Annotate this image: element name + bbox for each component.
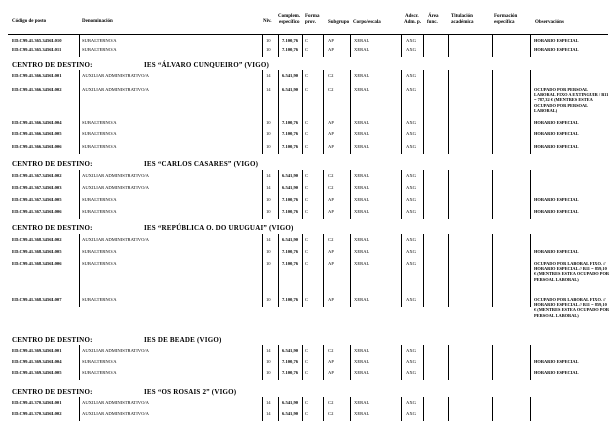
column-divider: [492, 170, 493, 219]
cell-provision-form: C: [305, 120, 309, 125]
column-divider: [530, 170, 531, 219]
column-divider: [278, 170, 279, 219]
cell-subgroup: C2: [328, 87, 334, 92]
cell-observations: HORARIO ESPECIAL: [534, 209, 579, 214]
cell-denomination: SUBALTERNO/A: [82, 120, 117, 125]
cell-post-code: ED.C99.41.365.3456L011: [12, 47, 62, 52]
cell-observations: HORARIO ESPECIAL: [534, 197, 579, 202]
column-divider: [492, 234, 493, 307]
column-divider: [423, 234, 424, 307]
column-divider: [302, 35, 303, 57]
cell-corps-scale: XERAL: [354, 359, 370, 364]
cell-post-code: ED.C99.41.367.3456L002: [12, 173, 62, 178]
cell-complement: 7.100,76: [282, 131, 299, 136]
header-area-2: func.: [427, 20, 438, 25]
column-divider: [492, 70, 493, 154]
cell-complement: 7.100,76: [282, 209, 299, 214]
cell-observations: OCUPADO POR PERSOAL LABORAL FIXO A EXTINGUIR / B11 = 787,32 € (MENTRES ESTEA OCUPADO POR PERSOAL LABORAL): [534, 87, 609, 113]
cell-denomination: AUXILIAR ADMINISTRATIVO/A: [82, 87, 149, 92]
cell-adscription: AXG: [406, 370, 416, 375]
cell-complement: 6.541,90: [282, 173, 299, 178]
column-divider: [278, 345, 279, 380]
cell-post-code: ED.C99.41.367.3456L006: [12, 209, 62, 214]
cell-adscription: AXG: [406, 47, 416, 52]
header-formacion-2: específica: [494, 20, 515, 25]
column-divider: [302, 170, 303, 219]
cell-complement: 7.100,76: [282, 144, 299, 149]
cell-corps-scale: XERAL: [354, 370, 370, 375]
cell-corps-scale: XERAL: [354, 87, 370, 92]
cell-post-code: ED.C99.41.368.3456L002: [12, 237, 62, 242]
section-label: CENTRO DE DESTINO:: [12, 61, 93, 69]
cell-provision-form: C: [305, 197, 309, 202]
cell-complement: 7.100,76: [282, 297, 299, 302]
cell-provision-form: C: [305, 370, 309, 375]
cell-level: 10: [266, 47, 271, 52]
cell-level: 14: [266, 73, 271, 78]
cell-denomination: SUBALTERNO/A: [82, 38, 117, 43]
cell-adscription: AXG: [406, 297, 416, 302]
cell-adscription: AXG: [406, 144, 416, 149]
cell-subgroup: C2: [328, 348, 334, 353]
cell-corps-scale: XERAL: [354, 197, 370, 202]
cell-post-code: ED.C99.41.367.3456L003: [12, 185, 62, 190]
cell-adscription: AXG: [406, 87, 416, 92]
column-divider: [350, 234, 351, 307]
cell-level: 10: [266, 370, 271, 375]
column-divider: [262, 234, 263, 307]
column-divider: [401, 345, 402, 380]
cell-denomination: SUBALTERNO/A: [82, 249, 117, 254]
header-adscr: Adscr.: [405, 14, 419, 19]
cell-denomination: AUXILIAR ADMINISTRATIVO/A: [82, 237, 149, 242]
cell-observations: HORARIO ESPECIAL: [534, 38, 579, 43]
cell-complement: 7.100,76: [282, 370, 299, 375]
cell-complement: 7.100,76: [282, 38, 299, 43]
cell-denomination: SUBALTERNO/A: [82, 297, 117, 302]
cell-corps-scale: XERAL: [354, 261, 370, 266]
cell-denomination: SUBALTERNO/A: [82, 370, 117, 375]
cell-post-code: ED.C99.41.366.3456L005: [12, 131, 62, 136]
column-divider: [323, 170, 324, 219]
cell-adscription: AXG: [406, 359, 416, 364]
cell-subgroup: C2: [328, 173, 334, 178]
cell-subgroup: AP: [328, 144, 334, 149]
cell-observations: HORARIO ESPECIAL: [534, 249, 579, 254]
cell-post-code: ED.C99.41.369.3456L004: [12, 359, 62, 364]
cell-complement: 6.541,90: [282, 73, 299, 78]
cell-complement: 7.100,76: [282, 261, 299, 266]
cell-subgroup: AP: [328, 131, 334, 136]
cell-denomination: AUXILIAR ADMINISTRATIVO/A: [82, 73, 149, 78]
column-divider: [401, 70, 402, 154]
cell-adscription: AXG: [406, 197, 416, 202]
cell-post-code: ED.C99.41.370.3456L002: [12, 411, 62, 416]
cell-denomination: AUXILIAR ADMINISTRATIVO/A: [82, 400, 149, 405]
cell-corps-scale: XERAL: [354, 411, 370, 416]
header-subgrupo: Subgrupo: [328, 20, 350, 25]
cell-adscription: AXG: [406, 73, 416, 78]
column-divider: [423, 170, 424, 219]
column-divider: [401, 234, 402, 307]
cell-level: 14: [266, 400, 271, 405]
column-divider: [423, 35, 424, 57]
column-divider: [302, 397, 303, 421]
column-divider: [302, 70, 303, 154]
header-rule: [8, 34, 608, 35]
column-divider: [448, 234, 449, 307]
cell-level: 10: [266, 359, 271, 364]
column-divider: [79, 397, 80, 421]
cell-denomination: SUBALTERNO/A: [82, 209, 117, 214]
cell-complement: 6.541,90: [282, 237, 299, 242]
cell-provision-form: C: [305, 47, 309, 52]
cell-corps-scale: XERAL: [354, 249, 370, 254]
section-center-name: IES “REPÚBLICA O. DO URUGUAI” (VIGO): [144, 224, 294, 232]
cell-provision-form: C: [305, 73, 309, 78]
column-divider: [79, 35, 80, 57]
cell-provision-form: C: [305, 261, 309, 266]
column-divider: [79, 70, 80, 154]
cell-adscription: AXG: [406, 185, 416, 190]
section-label: CENTRO DE DESTINO:: [12, 388, 93, 396]
cell-subgroup: AP: [328, 261, 334, 266]
column-divider: [530, 397, 531, 421]
section-heading: [12, 336, 222, 344]
header-titulacion-2: académica: [451, 20, 474, 25]
column-divider: [350, 345, 351, 380]
cell-post-code: ED.C99.41.369.3456L001: [12, 348, 62, 353]
cell-post-code: ED.C99.41.365.3456L010: [12, 38, 62, 43]
cell-corps-scale: XERAL: [354, 38, 370, 43]
section-center-name: IES “CARLOS CASARES” (VIGO): [144, 160, 259, 168]
header-titulacion: Titulación: [451, 14, 473, 19]
cell-level: 10: [266, 249, 271, 254]
section-label: CENTRO DE DESTINO:: [12, 336, 93, 344]
cell-post-code: ED.C99.41.367.3456L005: [12, 197, 62, 202]
cell-subgroup: C2: [328, 185, 334, 190]
header-codigo: Código de posto: [12, 19, 47, 24]
column-divider: [323, 234, 324, 307]
column-divider: [262, 170, 263, 219]
column-divider: [401, 170, 402, 219]
cell-subgroup: AP: [328, 297, 334, 302]
cell-observations: HORARIO ESPECIAL: [534, 370, 579, 375]
column-divider: [448, 70, 449, 154]
header-complem-2: específico: [279, 20, 300, 25]
cell-complement: 7.100,76: [282, 120, 299, 125]
cell-subgroup: C2: [328, 411, 334, 416]
column-divider: [350, 170, 351, 219]
column-divider: [350, 70, 351, 154]
cell-complement: 6.541,90: [282, 87, 299, 92]
header-formacion: Formación: [494, 14, 518, 19]
column-divider: [423, 345, 424, 380]
cell-provision-form: C: [305, 185, 309, 190]
cell-observations: OCUPADO POR LABORAL FIXO. // HORARIO ESPECIAL // B11 = 859,10 € (MENTRES ESTEA OCUPADO POR PERSOAL LABORAL): [534, 261, 610, 282]
cell-corps-scale: XERAL: [354, 73, 370, 78]
cell-denomination: SUBALTERNO/A: [82, 261, 117, 266]
cell-adscription: AXG: [406, 261, 416, 266]
cell-adscription: AXG: [406, 249, 416, 254]
cell-level: 14: [266, 348, 271, 353]
section-heading: [12, 160, 259, 168]
cell-observations: HORARIO ESPECIAL: [534, 359, 579, 364]
header-forma-2: prov.: [305, 20, 316, 25]
cell-subgroup: AP: [328, 38, 334, 43]
cell-provision-form: C: [305, 400, 309, 405]
cell-provision-form: C: [305, 131, 309, 136]
section-center-name: IES “ÁLVARO CUNQUEIRO” (VIGO): [144, 61, 270, 69]
cell-level: 14: [266, 87, 271, 92]
cell-subgroup: AP: [328, 47, 334, 52]
cell-denomination: AUXILIAR ADMINISTRATIVO/A: [82, 185, 149, 190]
cell-level: 10: [266, 131, 271, 136]
header-adscr-2: Adm. p.: [404, 20, 422, 25]
column-divider: [423, 397, 424, 421]
cell-denomination: SUBALTERNO/A: [82, 197, 117, 202]
cell-denomination: AUXILIAR ADMINISTRATIVO/A: [82, 411, 149, 416]
column-divider: [262, 70, 263, 154]
cell-post-code: ED.C99.41.370.3456L001: [12, 400, 62, 405]
header-complem: Complem.: [278, 14, 301, 19]
cell-subgroup: C2: [328, 73, 334, 78]
cell-provision-form: C: [305, 411, 309, 416]
cell-post-code: ED.C99.41.368.3456L007: [12, 297, 62, 302]
cell-provision-form: C: [305, 209, 309, 214]
section-label: CENTRO DE DESTINO:: [12, 224, 93, 232]
column-divider: [79, 234, 80, 307]
cell-post-code: ED.C99.41.368.3456L006: [12, 261, 62, 266]
cell-level: 10: [266, 297, 271, 302]
cell-adscription: AXG: [406, 131, 416, 136]
column-divider: [423, 70, 424, 154]
cell-denomination: SUBALTERNO/A: [82, 359, 117, 364]
cell-provision-form: C: [305, 87, 309, 92]
column-divider: [278, 70, 279, 154]
cell-complement: 6.541,90: [282, 185, 299, 190]
cell-provision-form: C: [305, 237, 309, 242]
column-divider: [530, 345, 531, 380]
cell-observations: HORARIO ESPECIAL: [534, 144, 579, 149]
cell-level: 14: [266, 237, 271, 242]
cell-post-code: ED.C99.41.366.3456L006: [12, 144, 62, 149]
cell-corps-scale: XERAL: [354, 47, 370, 52]
column-divider: [492, 345, 493, 380]
cell-complement: 7.100,76: [282, 197, 299, 202]
header-area: Área: [428, 14, 439, 19]
column-divider: [448, 397, 449, 421]
column-divider: [278, 35, 279, 57]
section-label: CENTRO DE DESTINO:: [12, 160, 93, 168]
column-divider: [323, 35, 324, 57]
column-divider: [492, 35, 493, 57]
cell-level: 14: [266, 185, 271, 190]
cell-adscription: AXG: [406, 120, 416, 125]
cell-adscription: AXG: [406, 400, 416, 405]
cell-level: 10: [266, 120, 271, 125]
column-divider: [401, 397, 402, 421]
column-divider: [530, 35, 531, 57]
cell-subgroup: AP: [328, 249, 334, 254]
cell-corps-scale: XERAL: [354, 144, 370, 149]
cell-subgroup: AP: [328, 359, 334, 364]
column-divider: [278, 234, 279, 307]
cell-observations: OCUPADO POR LABORAL FIXO. // HORARIO ESPECIAL // B11 = 859,10 € (MENTRES ESTEA OCUPADO POR PERSOAL LABORAL): [534, 297, 610, 318]
cell-subgroup: AP: [328, 120, 334, 125]
cell-level: 10: [266, 38, 271, 43]
column-divider: [530, 234, 531, 307]
cell-provision-form: C: [305, 359, 309, 364]
column-divider: [278, 397, 279, 421]
cell-subgroup: AP: [328, 370, 334, 375]
column-divider: [262, 397, 263, 421]
cell-denomination: AUXILIAR ADMINISTRATIVO/A: [82, 348, 149, 353]
cell-adscription: AXG: [406, 38, 416, 43]
cell-denomination: SUBALTERNO/A: [82, 131, 117, 136]
cell-level: 10: [266, 197, 271, 202]
cell-corps-scale: XERAL: [354, 237, 370, 242]
cell-complement: 7.100,76: [282, 249, 299, 254]
cell-denomination: SUBALTERNO/A: [82, 144, 117, 149]
section-heading: [12, 61, 270, 69]
column-divider: [448, 345, 449, 380]
column-divider: [492, 397, 493, 421]
cell-subgroup: C2: [328, 237, 334, 242]
column-header: [0, 12, 615, 34]
column-divider: [323, 397, 324, 421]
column-divider: [530, 70, 531, 154]
cell-corps-scale: XERAL: [354, 173, 370, 178]
cell-provision-form: C: [305, 348, 309, 353]
cell-post-code: ED.C99.41.366.3456L001: [12, 73, 62, 78]
section-center-name: IES DE BEADE (VIGO): [144, 336, 222, 344]
cell-corps-scale: XERAL: [354, 131, 370, 136]
cell-level: 10: [266, 261, 271, 266]
cell-provision-form: C: [305, 38, 309, 43]
cell-complement: 7.100,76: [282, 359, 299, 364]
cell-observations: HORARIO ESPECIAL: [534, 47, 579, 52]
cell-adscription: AXG: [406, 348, 416, 353]
header-observacions: Observacións: [535, 20, 564, 25]
cell-post-code: ED.C99.41.366.3456L004: [12, 120, 62, 125]
cell-corps-scale: XERAL: [354, 400, 370, 405]
cell-level: 14: [266, 173, 271, 178]
column-divider: [262, 35, 263, 57]
cell-level: 10: [266, 209, 271, 214]
cell-level: 14: [266, 411, 271, 416]
cell-subgroup: AP: [328, 197, 334, 202]
cell-provision-form: C: [305, 173, 309, 178]
column-divider: [448, 35, 449, 57]
cell-provision-form: C: [305, 144, 309, 149]
column-divider: [262, 345, 263, 380]
cell-complement: 6.541,90: [282, 411, 299, 416]
section-heading: [12, 388, 237, 396]
column-divider: [79, 345, 80, 380]
cell-subgroup: AP: [328, 209, 334, 214]
column-divider: [448, 170, 449, 219]
cell-complement: 7.100,76: [282, 47, 299, 52]
cell-denomination: AUXILIAR ADMINISTRATIVO/A: [82, 173, 149, 178]
cell-corps-scale: XERAL: [354, 120, 370, 125]
cell-observations: HORARIO ESPECIAL: [534, 131, 579, 136]
cell-corps-scale: XERAL: [354, 348, 370, 353]
cell-corps-scale: XERAL: [354, 185, 370, 190]
cell-adscription: AXG: [406, 173, 416, 178]
cell-provision-form: C: [305, 297, 309, 302]
cell-complement: 6.541,90: [282, 400, 299, 405]
header-denominacion: Denominación: [82, 19, 113, 24]
cell-adscription: AXG: [406, 237, 416, 242]
cell-adscription: AXG: [406, 411, 416, 416]
column-divider: [350, 397, 351, 421]
cell-observations: HORARIO ESPECIAL: [534, 120, 579, 125]
cell-level: 10: [266, 144, 271, 149]
header-forma: Forma: [305, 14, 320, 19]
header-niv: Niv.: [263, 19, 272, 24]
section-center-name: IES “OS ROSAIS 2” (VIGO): [144, 388, 237, 396]
column-divider: [401, 35, 402, 57]
cell-corps-scale: XERAL: [354, 297, 370, 302]
column-divider: [350, 35, 351, 57]
column-divider: [79, 170, 80, 219]
header-corpo: Corpo/escala: [353, 20, 381, 25]
cell-post-code: ED.C99.41.369.3456L005: [12, 370, 62, 375]
cell-post-code: ED.C99.41.366.3456L002: [12, 87, 62, 92]
cell-corps-scale: XERAL: [354, 209, 370, 214]
column-divider: [302, 234, 303, 307]
column-divider: [323, 70, 324, 154]
cell-subgroup: C2: [328, 400, 334, 405]
cell-provision-form: C: [305, 249, 309, 254]
column-divider: [323, 345, 324, 380]
cell-post-code: ED.C99.41.368.3456L005: [12, 249, 62, 254]
cell-adscription: AXG: [406, 209, 416, 214]
cell-denomination: SUBALTERNO/A: [82, 47, 117, 52]
section-heading: [12, 224, 294, 232]
column-divider: [302, 345, 303, 380]
cell-complement: 6.541,90: [282, 348, 299, 353]
